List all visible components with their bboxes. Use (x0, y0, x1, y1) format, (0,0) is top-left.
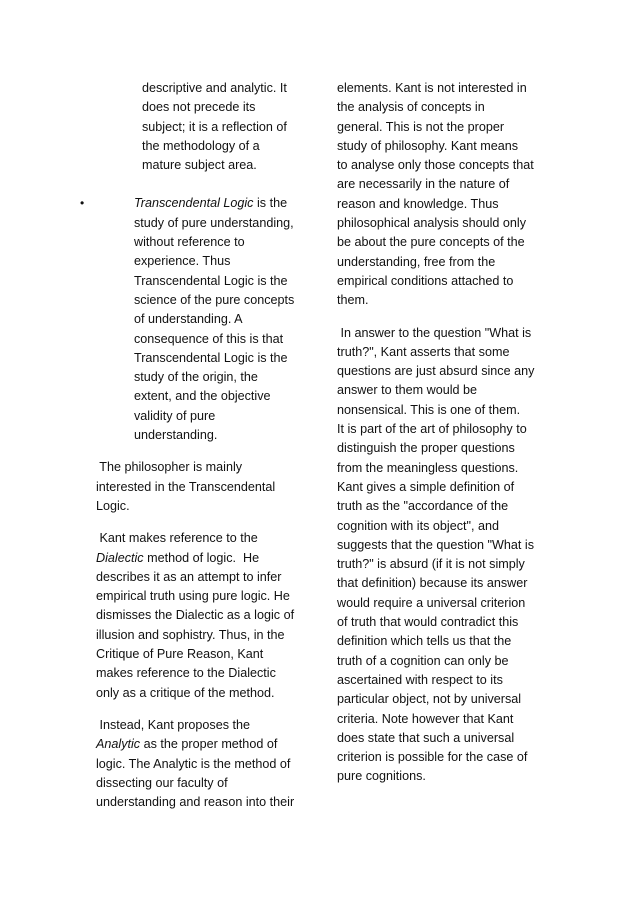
text-line: empirical conditions attached to (337, 273, 514, 288)
paragraph (337, 324, 549, 787)
text-line: without reference to (134, 235, 245, 250)
text-fragment: method of logic. He (143, 550, 260, 565)
paragraph (96, 716, 316, 812)
term-analytic: Analytic (96, 737, 141, 752)
text-line: the analysis of concepts in (337, 100, 485, 115)
text-line: illusion and sophistry. Thus, in the (96, 627, 285, 642)
text-line: truth?" is absurd (if it is not simply (337, 557, 525, 572)
text-line: logic. The Analytic is the method of (96, 756, 291, 771)
text-line: general. This is not the proper (337, 119, 505, 134)
text-line: them. (337, 293, 369, 308)
text-line: are necessarily in the nature of (337, 177, 510, 192)
text-line: It is part of the art of philosophy to (337, 422, 527, 437)
text-line: understanding. (134, 428, 218, 443)
text-line: truth?", Kant asserts that some (337, 344, 510, 359)
text-line: understanding and reason into their (96, 795, 295, 810)
text-line: dismisses the Dialectic as a logic of (96, 608, 295, 623)
text-line: study of pure understanding, (134, 215, 294, 230)
text-line: criteria. Note however that Kant (337, 711, 514, 726)
intro-text (96, 79, 316, 175)
text-fragment: as the proper method of (140, 737, 278, 752)
text-line: understanding, free from the (337, 254, 496, 269)
text-line: Logic. (96, 498, 130, 513)
text-line: truth of a cognition can only be (337, 653, 509, 668)
right-column (337, 79, 549, 787)
text-line (96, 735, 316, 754)
text-line: mature subject area. (142, 158, 257, 173)
text-line: to analyse only those concepts that (337, 158, 534, 173)
text-line: describes it as an attempt to infer (96, 569, 282, 584)
term-transcendental-logic: Transcendental Logic (134, 196, 254, 211)
text-line: truth as the "accordance of the (337, 499, 509, 514)
text-line: distinguish the proper questions (337, 441, 515, 456)
text-line: Transcendental Logic is the (134, 350, 288, 365)
text-line: Instead, Kant proposes the (96, 717, 251, 732)
text-line: extent, and the objective (134, 389, 271, 404)
text-line (134, 194, 316, 213)
term-dialectic: Dialectic (96, 550, 144, 565)
text-line (96, 549, 316, 568)
text-line: science of the pure concepts (134, 292, 295, 307)
text-line: suggests that the question "What is (337, 537, 534, 552)
text-line: ascertained with respect to its (337, 672, 503, 687)
bullet-icon: • (80, 196, 85, 211)
text-line: reason and knowledge. Thus (337, 196, 499, 211)
text-line: that definition) because its answer (337, 576, 528, 591)
text-line: criterion is possible for the case of (337, 750, 528, 765)
text-line: Transcendental Logic is the (134, 273, 288, 288)
text-line: from the meaningless questions. (337, 460, 519, 475)
text-line: empirical truth using pure logic. He (96, 589, 290, 604)
text-line: questions are just absurd since any (337, 364, 535, 379)
text-line: answer to them would be (337, 383, 478, 398)
text-line: The philosopher is mainly (96, 460, 243, 475)
text-line: of understanding. A (134, 312, 243, 327)
text-line: descriptive and analytic. It (142, 81, 287, 95)
text-line: the methodology of a (142, 138, 260, 153)
bullet-item (80, 194, 316, 445)
text-line: Kant gives a simple definition of (337, 479, 515, 494)
text-line: be about the pure concepts of the (337, 235, 525, 250)
text-line: interested in the Transcendental (96, 479, 276, 494)
paragraph (337, 79, 549, 311)
text-line: does state that such a universal (337, 730, 515, 745)
text-line: makes reference to the Dialectic (96, 666, 276, 681)
text-line: nonsensical. This is one of them. (337, 402, 521, 417)
text-line: philosophical analysis should only (337, 216, 527, 231)
text-line: subject; it is a reflection of (142, 119, 287, 134)
text-line: In answer to the question "What is (337, 325, 532, 340)
text-line: dissecting our faculty of (96, 775, 228, 790)
text-line: experience. Thus (134, 254, 231, 269)
text-line: pure cognitions. (337, 769, 426, 784)
text-line: cognition with its object", and (337, 518, 499, 533)
text-line: study of the origin, the (134, 370, 258, 385)
text-fragment: is the (253, 196, 288, 211)
text-line: does not precede its (142, 100, 256, 115)
paragraph (96, 458, 316, 516)
text-line: elements. Kant is not interested in (337, 81, 527, 95)
text-line: consequence of this is that (134, 331, 284, 346)
text-line: study of philosophy. Kant means (337, 138, 519, 153)
text-line: would require a universal criterion (337, 595, 526, 610)
text-line: only as a critique of the method. (96, 685, 275, 700)
text-line: of truth that would contradict this (337, 615, 519, 630)
left-column (80, 79, 316, 812)
paragraph (96, 529, 316, 703)
text-line: particular object, not by universal (337, 692, 522, 707)
text-line: Kant makes reference to the (96, 531, 258, 546)
text-line: Critique of Pure Reason, Kant (96, 647, 264, 662)
text-line: validity of pure (134, 408, 216, 423)
text-line: definition which tells us that the (337, 634, 512, 649)
